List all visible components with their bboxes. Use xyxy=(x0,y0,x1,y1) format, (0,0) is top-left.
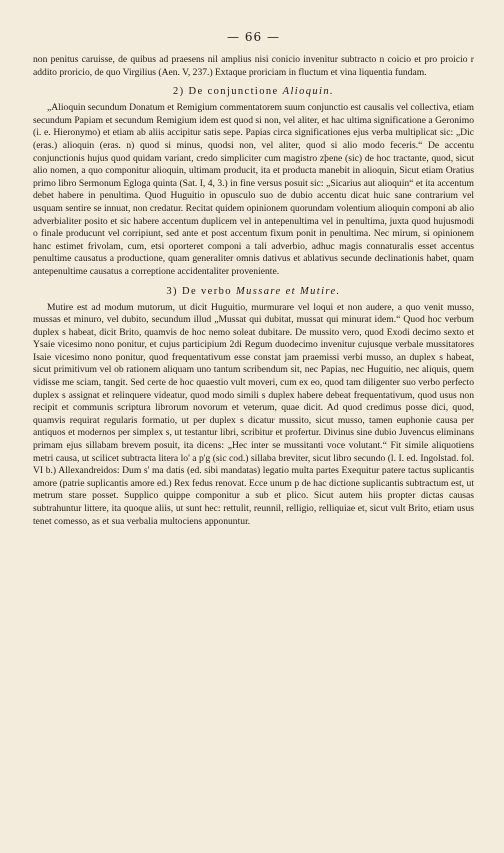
paragraph-continuation: non penitus caruisse, de quibus ad praesens nil amplius nisi conicio invenitur subtracto n coicio et pro proicio r addito proricio, de quo Virgilius (Aen. V, 237.) Extaque proriciam in fluctum et vina liquentia fundam. xyxy=(33,54,474,78)
paragraph-mussare: Mutire est ad modum mutorum, ut dicit Huguitio, murmurare vel loqui et non audere, a quo venit musso, mussas et minuro, vel dubito, secundum illud „Mussat qui dubitat, mussat qui minurat idem.“ Quod hoc verbum duplex s habeat, dicit Brito, quamvis de hoc nemo soleat dubitare. De mussito vero, quod Exodi decimo sexto et Ysaie vicesimo nono ponitur, et cujus participium 2di Regum duodecimo invenitur cujusque verbale mussitatores Isaie vicesimo nono ponitur, quod frequentativum esse constat jam praemissi verbi musso, an duplex s habeat, sicut primitivum vel ob rationem aliquam uno tantum scribendum sit, nec Papias, nec Huguitio, nec aliquis, quem vidisse me sciam, tangit. Sed certe de hoc quaestio vult moveri, cum ex eo, quod tam diligenter suo verbo perfecto duplex s assignat et relinquere videatur, quod modo simili s duplex habere debeat frequentativum, quod usus non recipit et communis scriptura librorum novorum et veterum, quae dicit. Ad quod credimus posse dici, quod, quamvis requirat regularis formatio, ut per duplex s dicatur mussito, sicut musso, tamen euphonie causa per antiquos et modernos per simplex s, ut testantur libri, scribitur et profertur. Divinus sine dubio Juvencus eliminans primam ejus sillabam brevem posuit, ita dicens: „Hec inter se mussitanti voce volutant.“ Fit simile aliquotiens metri causa, ut scilicet subtracta litera lo' a p'g (sic cod.) sillaba breviter, sicut libro secundo (l. I. ed. Ingolstad. fol. VI b.) Allexandreidos: Dum s' ma datis (ed. sibi mandatas) legatio multa partes Exequitur patere tactus suplicantis amore (patrie suplicantis amore ed.) Rex fedus renovat. Ecce unum p de hac dictione suplicantis subtractum est, ut metrum stare posset. Supplico quippe componitur a sub et plico. Sicut autem hiis propter dictas causas subtrahuntur littere, ita quoque aliis, ut sunt hec: rettulit, reunnil, relligio, relliquiae et, sicut vult Brito, etiam usus tenet comesso, as et sua verbalia multociens apponuntur. xyxy=(33,301,474,527)
section-heading-3-term: Mussare et Mutire. xyxy=(235,285,341,297)
paragraph-alioquin: „Alioquin secundum Donatum et Remigium commentatorem suum conjunctio est causalis vel collectiva, etiam secundum Papiam et secundum Remigium idem est quod si non, vel aliter, et hac ultima significatione a Geronimo (i. e. Hieronymo) et etiam ab aliis accipitur satis sepe. Papias circa significationes ejus verba multiplicat sic: „Dic (eras.) alioquin (eras. n) quod si minus, quodsi non, vel aliter, quod si alio modo feceris.“ De accentu conjunctionis hujus quod quidam variant, credo simpliciter cum magistro zþene (sic) de hoc tractante, quod, sicut alio nomen, a quo componitur alioquin, ultimam producit, ita et producta manebit in alioquin, Sicut etiam Oratius primo libro Sermonum Egloga quinta (Sat. I, 4, 3.) in fine versus posuit sic: „Sicarius aut alioquin“ et ita accentum debet habere in penultima. Quod Huguitio in opusculo suo de dubio accentu dicat huic sane contrarium vel usquam sentire se innuat, non credatur. Recitat quidem opinionem quorundam volentium alioquin componi ab alio adverbialiter posito et sic habere accentum duplicem vel in antepenultima vel in penultima, juxta quod hujusmodi o finale producunt vel corripiunt, sed ante et post accentum fixum ponit in penultima. Nec mirum, si opinionem hanc estimet frivolam, cum, etsi oporteret componi a tali adverbio, adhuc magis connaturalis esset accentus penultime causatus a productione, quam generaliter omnis dativus et ablativus secunde declinationis habet, quam antepenultime causatus a correptione accidentaliter proveniente. xyxy=(33,102,474,277)
section-heading-3-label: 3) De verbo xyxy=(166,285,232,297)
page-number: — 66 — xyxy=(227,30,280,44)
section-heading-2-label: 2) De conjunctione xyxy=(172,86,279,98)
section-heading-3 xyxy=(33,286,474,297)
section-heading-2 xyxy=(33,86,474,97)
page-header xyxy=(33,30,474,44)
section-heading-2-term: Alioquin. xyxy=(282,86,335,98)
